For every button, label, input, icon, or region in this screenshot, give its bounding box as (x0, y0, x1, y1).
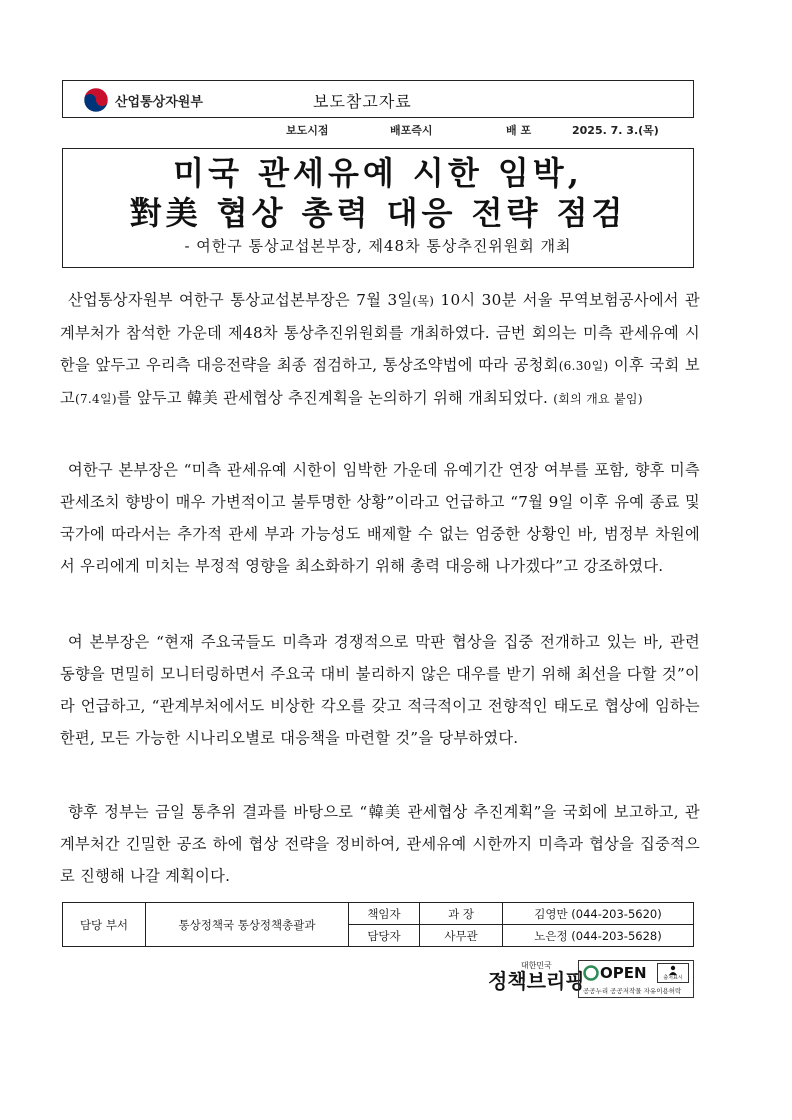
paragraph-3: 여 본부장은 “현재 주요국들도 미측과 경쟁적으로 막판 협상을 집중 전개하고 있는 바, 관련 동향을 면밀히 모니터링하면서 주요국 대비 불리하지 않은 대우를 받기 위해 최선을 다할 것”이라 언급하고, “관계부처에서도 비상한 각오를 갖고 적극적이고 전향적인 태도로 협상에 임하는 한편, 모든 가능한 시나리오별로 대응책을 마련할 것”을 당부하였다. (60, 633, 700, 747)
dist-date: 2025. 7. 3.(목) (572, 124, 659, 137)
person-2: 노은정 (044-203-5628) (503, 925, 694, 947)
paragraph-1 (60, 284, 700, 415)
role-2: 담당자 (349, 925, 420, 947)
release-value: 배포즉시 (390, 124, 433, 137)
dept-name: 통상정책국 통상정책총괄과 (146, 903, 349, 947)
person-1: 김영만 (044-203-5620) (503, 903, 694, 925)
contact-row-1 (63, 903, 694, 925)
ministry-logo (83, 87, 203, 113)
subtitle: - 여한구 통상교섭본부장, 제48차 통상추진위원회 개최 (184, 237, 572, 255)
release-label: 보도시점 (286, 124, 329, 137)
paragraph-1-note-b: (6.30일) (558, 359, 609, 373)
dist-label: 배 포 (506, 124, 532, 137)
paragraph-4: 향후 정부는 금일 통추위 결과를 바탕으로 “韓美 관세협상 추진계획”을 국회에 보고하고, 관계부처간 긴밀한 공조 하에 협상 전략을 정비하여, 관세유예 시한까지 미측과 협상을 집중적으로 진행해 나갈 계획이다. (60, 803, 700, 885)
open-circle-icon (583, 965, 599, 981)
paragraph-1-text-c: 이후 국회 보고 (60, 356, 700, 407)
header-box (62, 80, 694, 118)
doc-type: 보도참고자료 (313, 92, 412, 111)
person-icon (668, 965, 678, 975)
paragraph-2: 여한구 본부장은 “미측 관세유예 시한이 임박한 가운데 유예기간 연장 여부를 포함, 향후 미측 관세조치 향방이 매우 가변적이고 불투명한 상황”이라고 언급하고 “7월 9일 이후 유예 종료 및 국가에 따라서는 추가적 관세 부과 가능성도 배제할 수 없는 엄중한 상황인 바, 범정부 차원에서 우리에게 미치는 부정적 영향을 최소화하기 위해 총력 대응해 나가겠다”고 강조하였다. (60, 461, 700, 575)
open-sub-label: 공공누리 공공저작물 자유이용허락 (583, 987, 682, 995)
title-2: 사무관 (420, 925, 503, 947)
paragraph-1-note-d: (회의 개요 붙임) (553, 392, 643, 406)
attribution-badge (657, 963, 689, 983)
attribution-label: 출처표시 (663, 975, 683, 981)
open-license-badge (578, 960, 694, 998)
open-label: OPEN (600, 964, 647, 982)
policy-briefing-logo (488, 960, 585, 991)
paragraph-1-text-b: 10시 30분 서울 무역보험공사에서 관계부처가 참석한 가운데 제48차 통상추진위원회를 개최하였다. 금번 회의는 미측 관세유예 시한을 앞두고 우리측 대응전략을 최종 점검하고, 통상조약법에 따라 공청회 (60, 291, 700, 374)
role-1: 책임자 (349, 903, 420, 925)
policy-briefing-label: 정책브리핑 (488, 969, 585, 993)
paragraph-1-note-c: (7.4일) (74, 392, 117, 406)
paragraph-1-note-a: (목) (412, 294, 435, 308)
title-1: 과 장 (420, 903, 503, 925)
contact-table (62, 902, 694, 947)
title-line-1: 미국 관세유예 시한 임박, (173, 154, 583, 192)
paragraph-1-text-a: 산업통상자원부 여한구 통상교섭본부장은 7월 3일 (68, 291, 413, 309)
paragraph-1-text-d: 를 앞두고 韓美 관세협상 추진계획을 논의하기 위해 개최되었다. (116, 389, 554, 407)
government-emblem-icon (83, 87, 109, 113)
ministry-name: 산업통상자원부 (115, 94, 203, 110)
dept-label: 담당 부서 (63, 903, 146, 947)
country-label: 대한민국 (520, 961, 552, 970)
title-line-2: 對美 협상 총력 대응 전략 점검 (129, 194, 627, 232)
title-box (62, 148, 694, 268)
